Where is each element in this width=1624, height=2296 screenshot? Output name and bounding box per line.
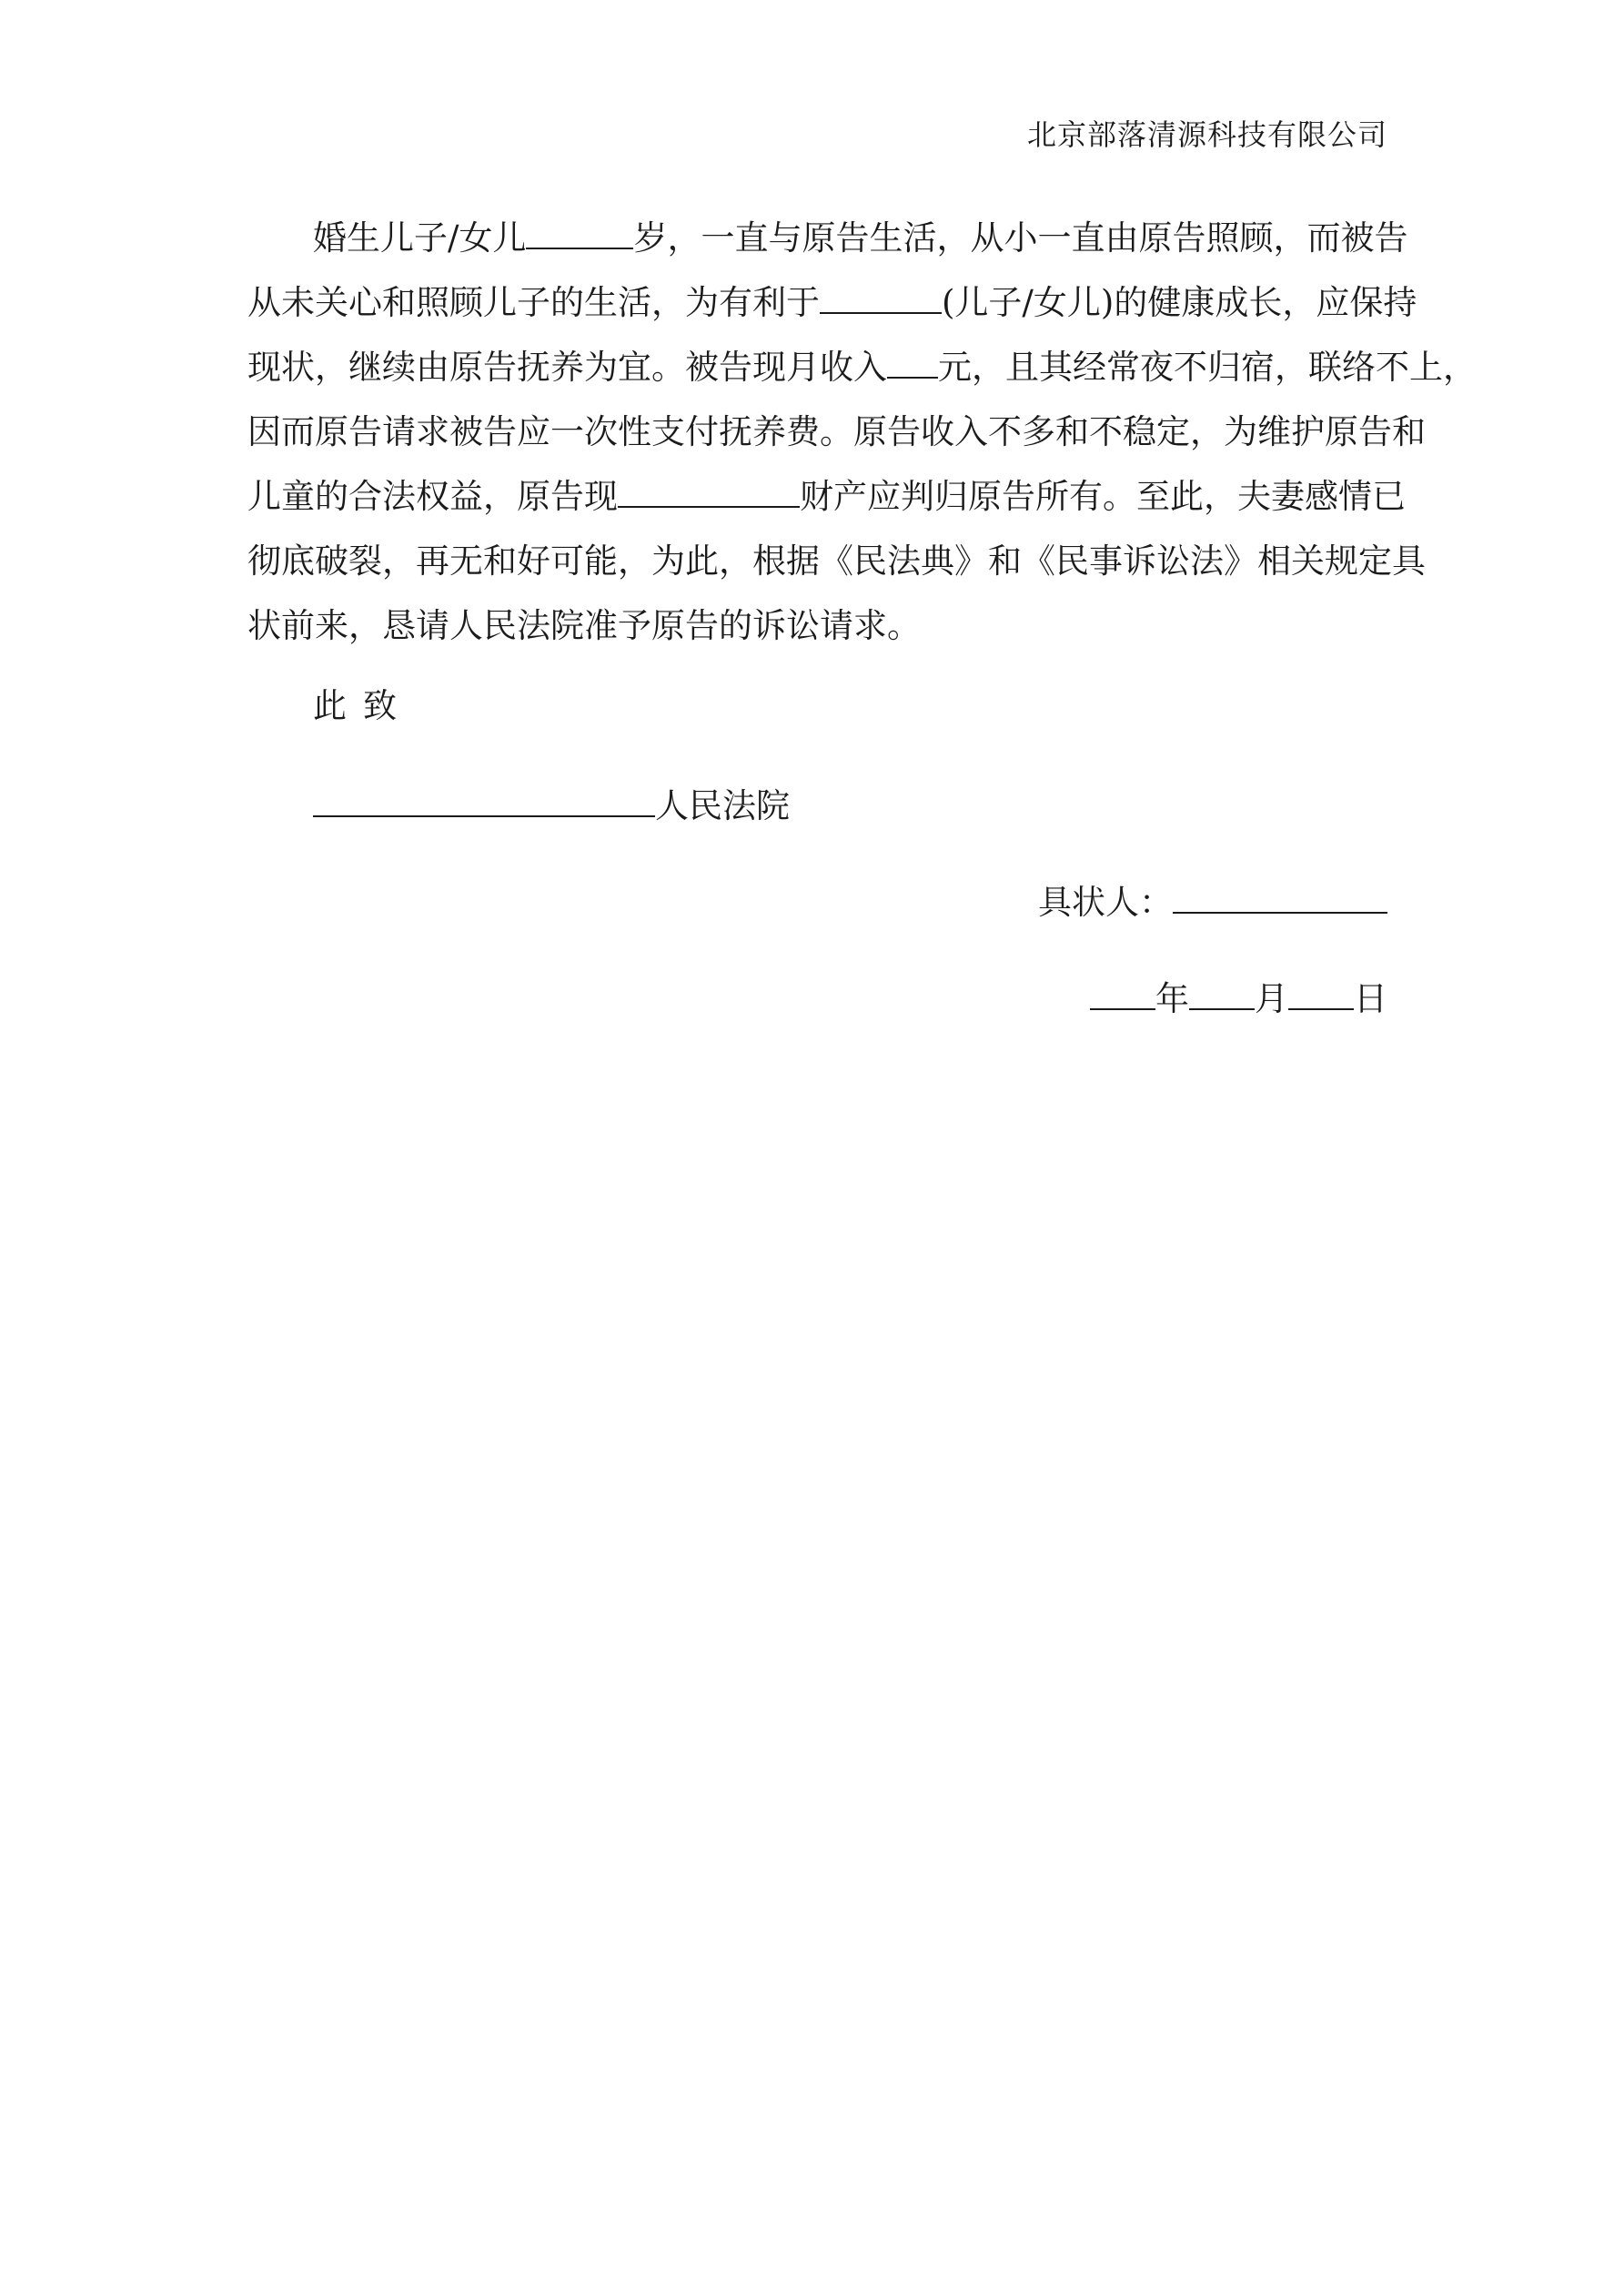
court-suffix: 人民法院 [655,786,790,825]
signer-name-blank [1173,885,1387,914]
month-blank [1189,981,1255,1010]
body-line-3 [247,335,1477,400]
body-line-5 [247,464,1406,529]
body-line-1 [247,206,1408,270]
court-name-blank [313,788,655,817]
body-line-7: 状前来，恳请人民法院准予原告的诉讼请求。 [247,606,921,645]
day-blank [1288,981,1354,1010]
monthly-income-blank [887,349,938,379]
signer-label: 具状人： [1038,883,1173,922]
child-age-blank [526,220,633,249]
salutation: 此致 [313,686,413,725]
year-label: 年 [1155,979,1189,1018]
body-line-3-end: 元，且其经常夜不归宿，联络不上， [938,348,1477,387]
body-line-2-start: 从未关心和照顾儿子的生活，为有利于 [247,283,820,322]
body-line-1-end: 岁，一直与原告生活，从小一直由原告照顾，而被告 [633,218,1408,258]
body-line-4: 因而原告请求被告应一次性支付抚养费。原告收入不多和不稳定，为维护原告和 [247,412,1426,451]
body-line-2 [247,270,1417,335]
body-line-2-end: (儿子/女儿)的健康成长，应保持 [942,283,1417,322]
header-company-name: 北京部落清源科技有限公司 [1026,117,1387,152]
day-label: 日 [1354,979,1387,1018]
year-blank [1090,981,1155,1010]
body-line-5-end: 财产应判归原告所有。至此，夫妻感情已 [800,477,1406,516]
signer-line [1038,875,1387,930]
body-line-3-start: 现状，继续由原告抚养为宜。被告现月收入 [247,348,887,387]
property-blank [618,479,800,508]
child-name-blank [820,285,942,314]
court-line [313,779,790,834]
date-line [1090,972,1387,1027]
body-line-6: 彻底破裂，再无和好可能，为此，根据《民法典》和《民事诉讼法》相关规定具 [247,541,1426,581]
month-label: 月 [1255,979,1288,1018]
complaint-body [247,206,1477,658]
body-line-5-start: 儿童的合法权益，原告现 [247,477,618,516]
body-line-1-start: 婚生儿子/女儿 [313,218,527,258]
